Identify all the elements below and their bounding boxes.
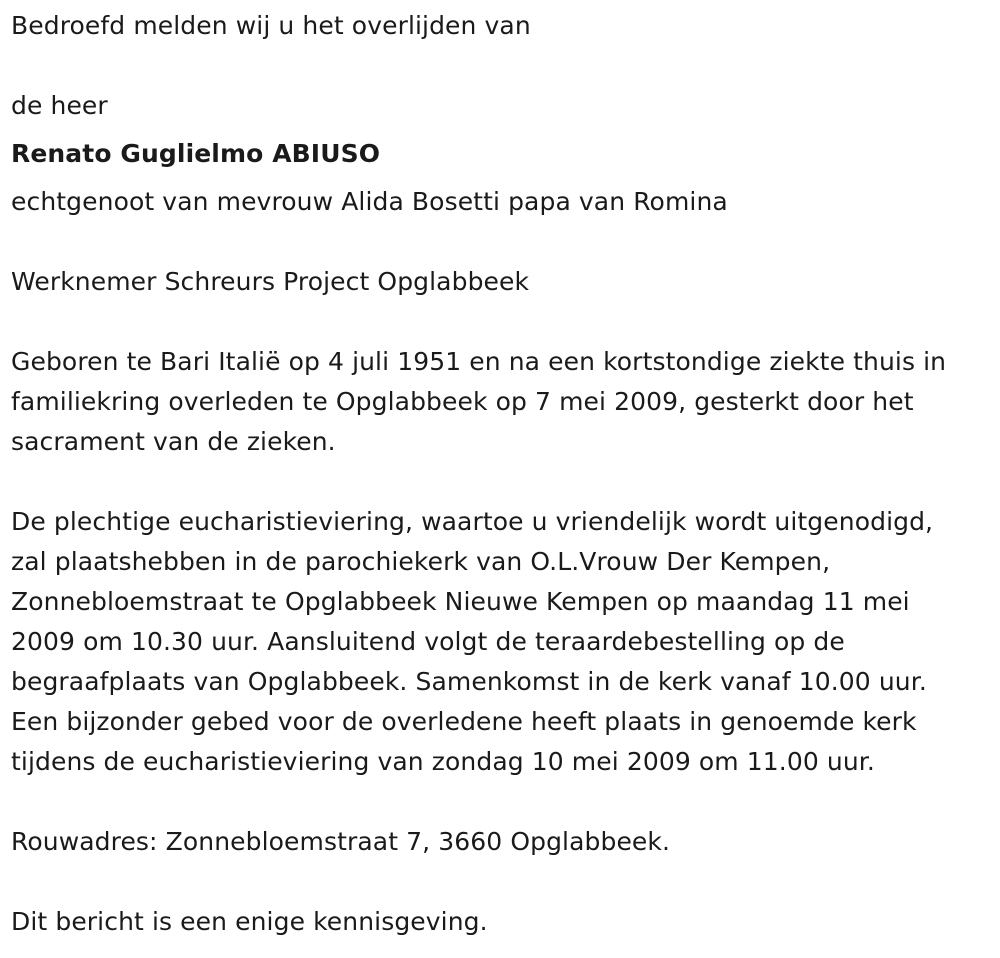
relation-text: echtgenoot van mevrouw Alida Bosetti papa van Romina (11, 187, 728, 216)
paragraph-line: begraafplaats van Opglabbeek. Samenkomst in de kerk vanaf 10.00 uur. (11, 667, 927, 696)
closing-text: Dit bericht is een enige kennisgeving. (11, 907, 488, 936)
employment-text: Werknemer Schreurs Project Opglabbeek (11, 267, 530, 296)
deceased-name: Renato Guglielmo ABIUSO (11, 139, 381, 168)
paragraph-line: Zonnebloemstraat te Opglabbeek Nieuwe Kempen op maandag 11 mei (11, 587, 910, 616)
paragraph-line: tijdens de eucharistieviering van zondag 10 mei 2009 om 11.00 uur. (11, 747, 875, 776)
salutation: de heer (11, 91, 108, 120)
mourning-address: Rouwadres: Zonnebloemstraat 7, 3660 Opglabbeek. (11, 827, 671, 856)
paragraph-line: Een bijzonder gebed voor de overledene heeft plaats in genoemde kerk (11, 707, 917, 736)
paragraph-line: zal plaatshebben in de parochiekerk van O.L.Vrouw Der Kempen, (11, 547, 831, 576)
paragraph-line: familiekring overleden te Opglabbeek op 7 mei 2009, gesterkt door het (11, 387, 914, 416)
paragraph-line: 2009 om 10.30 uur. Aansluitend volgt de teraardebestelling op de (11, 627, 845, 656)
paragraph-line: De plechtige eucharistieviering, waartoe u vriendelijk wordt uitgenodigd, (11, 507, 934, 536)
intro-text: Bedroefd melden wij u het overlijden van (11, 11, 531, 40)
paragraph-line: sacrament van de zieken. (11, 427, 336, 456)
paragraph-line: Geboren te Bari Italië op 4 juli 1951 en na een kortstondige ziekte thuis in (11, 347, 947, 376)
